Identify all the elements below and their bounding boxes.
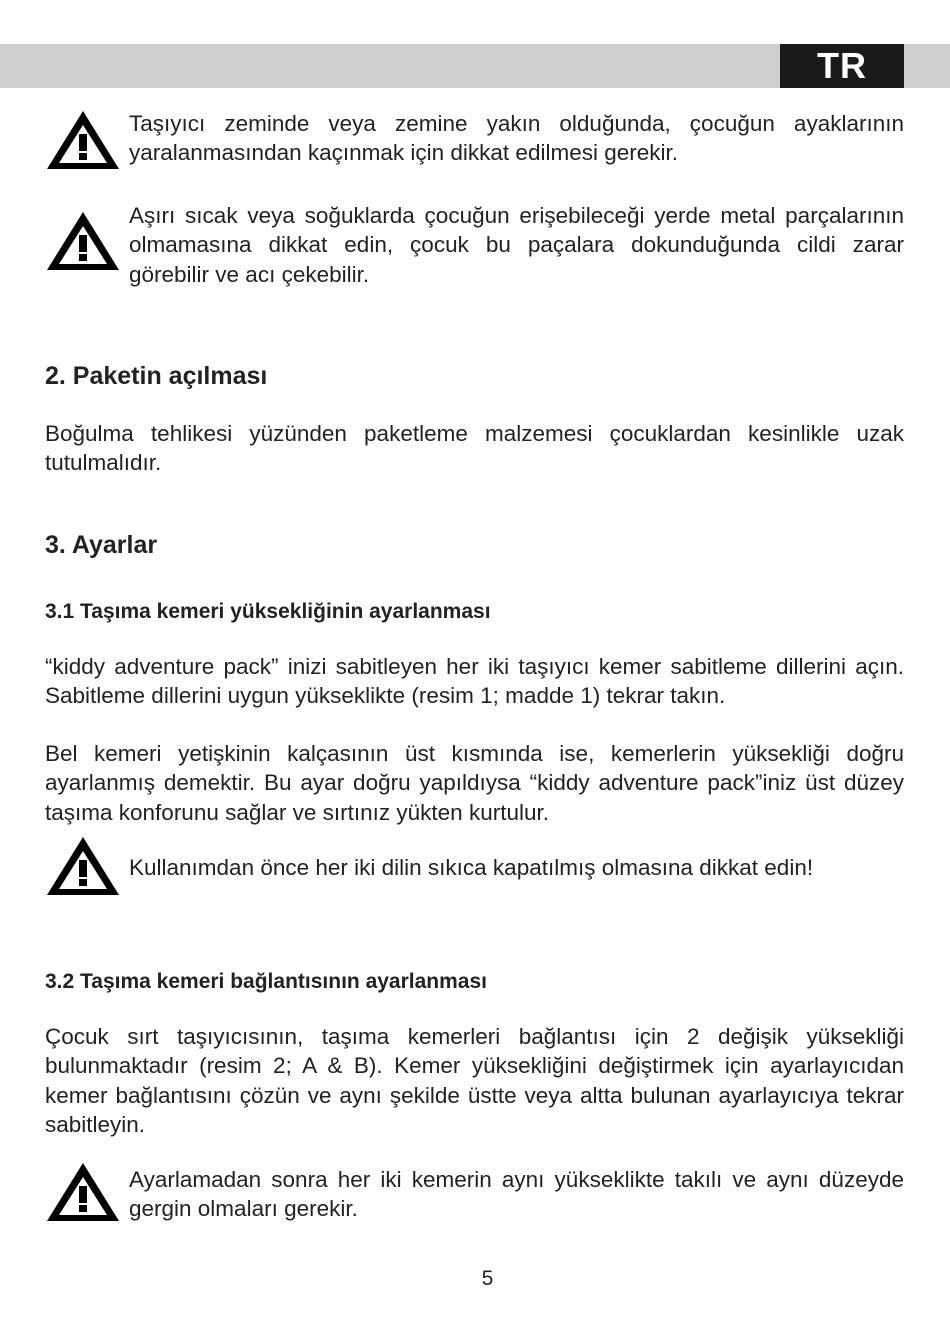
warning-text: Kullanımdan önce her iki dilin sıkıca kapatılmış olmasına dikkat edin! [129, 855, 814, 880]
subsection-heading: 3.2 Taşıma kemeri bağlantısının ayarlanması [45, 970, 487, 993]
page-number: 5 [481, 1267, 494, 1290]
warning-icon [44, 209, 122, 273]
language-badge: TR [780, 44, 904, 88]
warning-icon [44, 108, 122, 172]
warning-text: Taşıyıcı zeminde veya zemine yakın olduğunda, çocuğun ayaklarının yaralanmasından kaçınmak için dikkat edilmesi gerekir. [129, 111, 904, 166]
section-heading: 2. Paketin açılması [45, 362, 268, 390]
paragraph: “kiddy adventure pack” inizi sabitleyen her iki taşıyıcı kemer sabitleme dillerini açın. Sabitleme dillerini uygun yükseklikte (resim 1; madde 1) tekrar takın. [45, 654, 904, 709]
paragraph: Bel kemeri yetişkinin kalçasının üst kısmında ise, kemerlerin yüksekliği doğru ayarlanmış demektir. Bu ayar doğru yapıldıysa “kiddy adventure pack”iniz üst düzey taşıma konforunu sağlar ve sırtınız yükten kurtulur. [45, 741, 904, 825]
paragraph: Çocuk sırt taşıyıcısının, taşıma kemerleri bağlantısı için 2 değişik yüksekliği bulunmaktadır (resim 2; A & B). Kemer yüksekliğini değiştirmek için ayarlayıcıdan kemer bağlantısını çözün ve aynı şekilde üstte veya altta bulunan ayarlayıcıya tekrar sabitleyin. [45, 1024, 904, 1137]
warning-icon [44, 1160, 122, 1224]
warning-text: Aşırı sıcak veya soğuklarda çocuğun erişebileceği yerde metal parçalarının olmamasına dikkat edin, çocuk bu paçalara dokunduğunda cildi zarar görebilir ve acı çekebilir. [129, 203, 904, 287]
section-heading: 3. Ayarlar [45, 531, 158, 559]
subsection-heading: 3.1 Taşıma kemeri yüksekliğinin ayarlanması [45, 600, 491, 623]
paragraph: Boğulma tehlikesi yüzünden paketleme malzemesi çocuklardan kesinlikle uzak tutulmalıdır. [45, 421, 904, 476]
warning-icon [44, 834, 122, 898]
warning-text: Ayarlamadan sonra her iki kemerin aynı yükseklikte takılı ve aynı düzeyde gergin olmaları gerekir. [129, 1167, 904, 1222]
